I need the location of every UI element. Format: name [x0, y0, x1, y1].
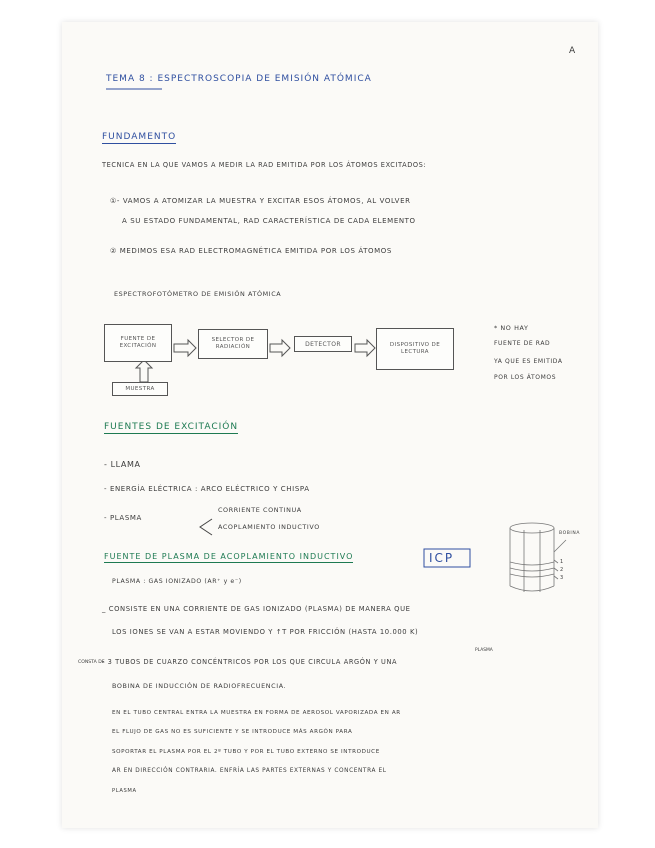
box-dispositivo-lectura [376, 328, 454, 370]
icp-badge: ICP [429, 551, 455, 565]
plasma-superscript: PLASMA [475, 648, 493, 653]
diagram-note-4: POR LOS ÁTOMOS [494, 374, 557, 381]
box-fuente-label: FUENTE DE EXCITACIÓN [119, 336, 157, 349]
box-muestra [112, 382, 168, 396]
section-heading-fundamento: FUNDAMENTO [102, 132, 177, 142]
icp-paragraph-3-line-4: AR EN DIRECCIÓN CONTRARIA. ENFRÍA LAS PARTES EXTERNAS Y CONCENTRA EL [112, 768, 387, 774]
icp-paragraph-1-line-2: LOS IONES SE VAN A ESTAR MOVIENDO Y ↑T POR FRICCIÓN (HASTA 10.000 K) [112, 628, 419, 636]
plasma-option-acoplamiento-inductivo: ACOPLAMIENTO INDUCTIVO [218, 523, 320, 531]
plasma-definition: PLASMA : GAS IONIZADO (AR⁺ y e⁻) [112, 578, 242, 585]
page-title: TEMA 8 : ESPECTROSCOPIA DE EMISIÓN ATÓMICA [106, 74, 372, 84]
torch-number-3: 3 [560, 575, 564, 581]
box-selector-radiacion [198, 329, 268, 359]
torch-sketch-icon [510, 523, 566, 592]
icp-paragraph-3-line-1: EN EL TUBO CENTRAL ENTRA LA MUESTRA EN FORMA DE AEROSOL VAPORIZADA EN AR [112, 710, 401, 716]
page-mark: A [569, 46, 576, 56]
fuente-item-llama: - LLAMA [104, 460, 141, 469]
side-note-consta-de: CONSTA DE [78, 660, 105, 665]
fuente-item-plasma: - PLASMA [104, 514, 142, 522]
fundamento-intro: TECNICA EN LA QUE VAMOS A MEDIR LA RAD EMITIDA POR LOS ÁTOMOS EXCITADOS: [102, 161, 427, 169]
box-selector-label: SELECTOR DE RADIACIÓN [211, 337, 255, 350]
step-1-line-1: ①- VAMOS A ATOMIZAR LA MUESTRA Y EXCITAR ESOS ÁTOMOS, AL VOLVER [110, 197, 411, 205]
fuente-item-energia-electrica: - ENERGÍA ELÉCTRICA : ARCO ELÉCTRICO Y CHISPA [104, 485, 310, 493]
plasma-option-corriente-continua: CORRIENTE CONTINUA [218, 506, 302, 514]
step-2: ② MEDIMOS ESA RAD ELECTROMAGNÉTICA EMITIDA POR LOS ÁTOMOS [110, 247, 392, 255]
diagram-note-2: FUENTE DE RAD [494, 340, 551, 347]
section-heading-fuentes: FUENTES DE EXCITACIÓN [104, 422, 239, 432]
diagram-title: ESPECTROFOTÓMETRO DE EMISIÓN ATÓMICA [114, 290, 282, 298]
torch-number-1: 1 [560, 559, 564, 565]
icp-paragraph-2-line-2: BOBINA DE INDUCCIÓN DE RADIOFRECUENCIA. [112, 682, 287, 690]
notebook-page [62, 22, 598, 828]
torch-number-2: 2 [560, 567, 564, 573]
diagram-note-3: YA QUE ES EMITIDA [494, 358, 563, 365]
box-detector [294, 336, 352, 352]
icp-paragraph-3-line-5: PLASMA [112, 788, 137, 794]
section-heading-icp: FUENTE DE PLASMA DE ACOPLAMIENTO INDUCTIVO [104, 552, 354, 561]
icp-paragraph-3-line-3: SOPORTAR EL PLASMA POR EL 2º TUBO Y POR EL TUBO EXTERNO SE INTRODUCE [112, 749, 380, 755]
step-1-line-2: A SU ESTADO FUNDAMENTAL, RAD CARACTERÍSTICA DE CADA ELEMENTO [122, 217, 416, 225]
plasma-brace [200, 519, 212, 535]
box-muestra-label: MUESTRA [125, 385, 155, 392]
box-dispositivo-label: DISPOSITIVO DE LECTURA [389, 342, 441, 355]
icp-paragraph-2-line-1: - 3 TUBOS DE CUARZO CONCÉNTRICOS POR LOS QUE CIRCULA ARGÓN Y UNA [102, 658, 398, 666]
icp-paragraph-3-line-2: EL FLUJO DE GAS NO ES SUFICIENTE Y SE INTRODUCE MÁS ARGÓN PARA [112, 729, 353, 735]
diagram-note-1: * NO HAY [494, 324, 529, 332]
box-fuente-excitacion [104, 324, 172, 362]
torch-label-bobina: BOBINA [559, 531, 581, 536]
box-detector-label: DETECTOR [305, 340, 341, 348]
icp-paragraph-1-line-1: _ CONSISTE EN UNA CORRIENTE DE GAS IONIZADO (PLASMA) DE MANERA QUE [102, 605, 411, 613]
